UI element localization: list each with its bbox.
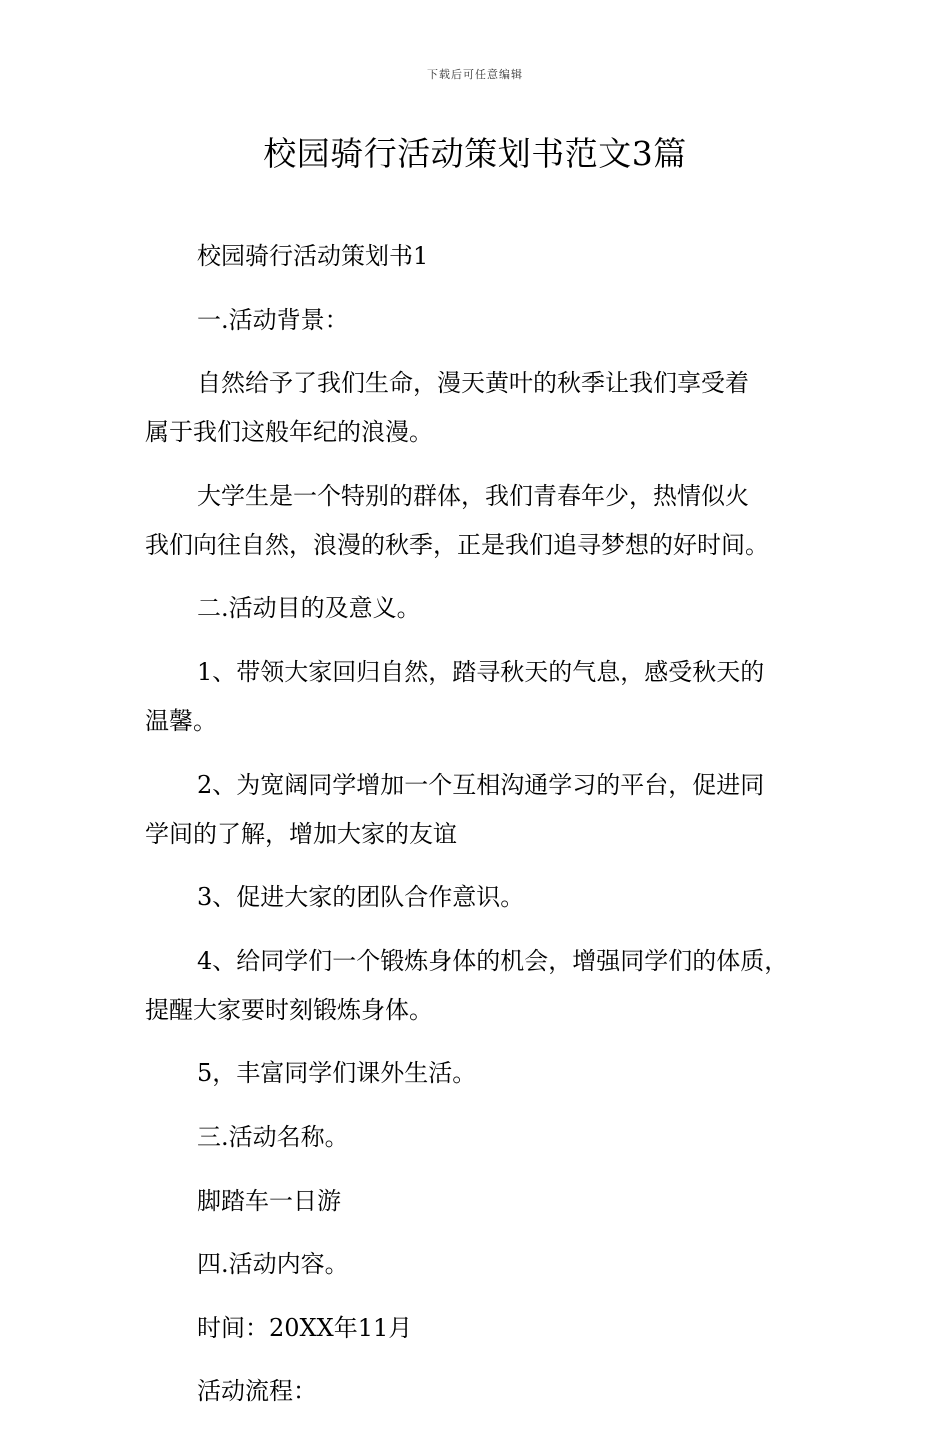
paragraph (145, 937, 825, 1035)
document-body (145, 232, 825, 1431)
paragraph (145, 873, 825, 922)
paragraph (145, 1177, 825, 1226)
paragraph-line: 温馨。 (145, 706, 217, 735)
header-note: 下载后可任意编辑 (427, 68, 523, 81)
paragraph (145, 1367, 825, 1416)
paragraph-line: 属于我们这般年纪的浪漫。 (145, 418, 433, 447)
paragraph-line: 5，丰富同学们课外生活。 (197, 1059, 477, 1088)
paragraph-line: 四.活动内容。 (197, 1250, 349, 1279)
paragraph (145, 1240, 825, 1289)
paragraph (145, 1113, 825, 1162)
paragraph-line: 1、带领大家回归自然，踏寻秋天的气息，感受秋天的 (197, 657, 765, 686)
paragraph-line: 时间：20XX年11月 (197, 1313, 413, 1342)
paragraph-line: 脚踏车一日游 (197, 1186, 341, 1215)
paragraph-line: 自然给予了我们生命，漫天黄叶的秋季让我们享受着 (197, 369, 749, 398)
paragraph-line: 3、促进大家的团队合作意识。 (197, 883, 525, 912)
paragraph (145, 472, 825, 570)
paragraph-line: 一.活动背景： (197, 305, 349, 334)
paragraph (145, 296, 825, 345)
paragraph-line: 大学生是一个特别的群体，我们青春年少，热情似火 (197, 481, 749, 510)
paragraph (145, 1304, 825, 1353)
paragraph-line: 学间的了解，增加大家的友谊 (145, 819, 457, 848)
paragraph (145, 359, 825, 457)
paragraph (145, 761, 825, 859)
paragraph-line: 2、为宽阔同学增加一个互相沟通学习的平台，促进同 (197, 770, 765, 799)
document-title: 校园骑行活动策划书范文3篇 (263, 134, 687, 173)
paragraph-line: 二.活动目的及意义。 (197, 594, 421, 623)
paragraph-line: 校园骑行活动策划书1 (197, 242, 429, 270)
paragraph-line: 4、给同学们一个锻炼身体的机会，增强同学们的体质， (197, 946, 789, 975)
paragraph-line: 我们向往自然，浪漫的秋季，正是我们追寻梦想的好时间。 (145, 530, 769, 559)
paragraph (145, 584, 825, 633)
paragraph-line: 三.活动名称。 (197, 1122, 349, 1151)
paragraph-line: 提醒大家要时刻锻炼身体。 (145, 995, 433, 1024)
paragraph (145, 648, 825, 746)
paragraph-line: 活动流程： (197, 1377, 317, 1406)
paragraph (145, 1049, 825, 1098)
paragraph (145, 232, 825, 281)
